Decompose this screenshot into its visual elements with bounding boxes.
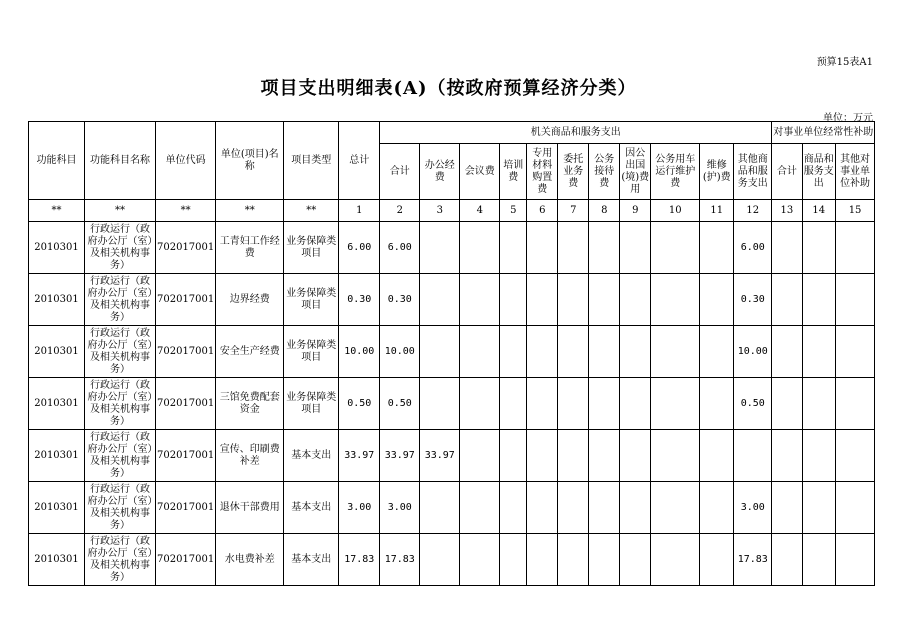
index-cell: 4 [460, 200, 500, 222]
index-cell: 12 [734, 200, 772, 222]
col-abroad: 因公出国(境)费用 [620, 144, 651, 200]
project-name-cell: 安全生产经费 [216, 326, 284, 378]
unit-code-cell: 702017001 [156, 378, 216, 430]
index-cell: 6 [527, 200, 558, 222]
index-cell: 2 [380, 200, 420, 222]
office-cell [420, 274, 460, 326]
index-cell: 13 [772, 200, 802, 222]
index-cell: 3 [420, 200, 460, 222]
index-cell: ** [156, 200, 216, 222]
col-subsidy-other: 其他对事业单位补助 [835, 144, 874, 200]
page-title: 项目支出明细表(A)（按政府预算经济分类） [260, 78, 637, 99]
col-reception: 公务接待费 [589, 144, 620, 200]
table-row [29, 378, 875, 430]
index-row [29, 200, 875, 222]
project-name-cell: 水电费补差 [216, 534, 284, 586]
unit-code-cell: 702017001 [156, 430, 216, 482]
col-project-name: 单位(项目)名称 [216, 122, 284, 200]
table-row [29, 534, 875, 586]
project-name-cell: 三馆免费配套资金 [216, 378, 284, 430]
project-type-cell: 基本支出 [284, 534, 339, 586]
budget-table [28, 121, 875, 586]
other-goods-cell: 17.83 [734, 534, 772, 586]
col-special-material: 专用材料购置费 [527, 144, 558, 200]
project-name-cell: 边界经费 [216, 274, 284, 326]
unit-code-cell: 702017001 [156, 326, 216, 378]
group-goods-services: 机关商品和服务支出 [380, 122, 772, 144]
col-office: 办公经费 [420, 144, 460, 200]
project-name-cell: 退休干部费用 [216, 482, 284, 534]
project-type-cell: 业务保障类项目 [284, 378, 339, 430]
index-cell: 1 [339, 200, 380, 222]
index-cell: 15 [835, 200, 874, 222]
office-cell: 33.97 [420, 430, 460, 482]
index-cell: ** [216, 200, 284, 222]
index-cell: ** [284, 200, 339, 222]
col-subsidy-total: 合计 [772, 144, 802, 200]
total-cell: 0.30 [339, 274, 380, 326]
index-cell: 11 [700, 200, 734, 222]
func-name-cell: 行政运行（政府办公厅（室）及相关机构事务） [85, 222, 156, 274]
project-type-cell: 业务保障类项目 [284, 326, 339, 378]
office-cell [420, 378, 460, 430]
unit-code-cell: 702017001 [156, 482, 216, 534]
col-total: 总计 [339, 122, 380, 200]
col-goods-total: 合计 [380, 144, 420, 200]
group-subsidy: 对事业单位经常性补助 [772, 122, 875, 144]
col-unit-code: 单位代码 [156, 122, 216, 200]
total-cell: 6.00 [339, 222, 380, 274]
func-name-cell: 行政运行（政府办公厅（室）及相关机构事务） [85, 534, 156, 586]
goods-total-cell: 0.50 [380, 378, 420, 430]
table-row [29, 482, 875, 534]
index-cell: ** [85, 200, 156, 222]
project-name-cell: 宣传、印刷费补差 [216, 430, 284, 482]
project-type-cell: 业务保障类项目 [284, 222, 339, 274]
table-row [29, 326, 875, 378]
func-code-cell: 2010301 [29, 378, 85, 430]
table-row [29, 222, 875, 274]
func-name-cell: 行政运行（政府办公厅（室）及相关机构事务） [85, 482, 156, 534]
other-goods-cell: 6.00 [734, 222, 772, 274]
index-cell: 14 [802, 200, 835, 222]
index-cell: 5 [500, 200, 527, 222]
func-name-cell: 行政运行（政府办公厅（室）及相关机构事务） [85, 378, 156, 430]
project-name-cell: 工青妇工作经费 [216, 222, 284, 274]
office-cell [420, 482, 460, 534]
col-meeting: 会议费 [460, 144, 500, 200]
col-project-type: 项目类型 [284, 122, 339, 200]
total-cell: 10.00 [339, 326, 380, 378]
table-code-label: 预算15表A1 [816, 57, 873, 68]
func-code-cell: 2010301 [29, 534, 85, 586]
index-cell: ** [29, 200, 85, 222]
table-row [29, 274, 875, 326]
func-code-cell: 2010301 [29, 326, 85, 378]
goods-total-cell: 3.00 [380, 482, 420, 534]
func-name-cell: 行政运行（政府办公厅（室）及相关机构事务） [85, 326, 156, 378]
col-subsidy-goods: 商品和服务支出 [802, 144, 835, 200]
unit-code-cell: 702017001 [156, 534, 216, 586]
goods-total-cell: 0.30 [380, 274, 420, 326]
project-type-cell: 基本支出 [284, 482, 339, 534]
other-goods-cell: 0.50 [734, 378, 772, 430]
total-cell: 0.50 [339, 378, 380, 430]
total-cell: 3.00 [339, 482, 380, 534]
col-training: 培训费 [500, 144, 527, 200]
project-type-cell: 业务保障类项目 [284, 274, 339, 326]
func-code-cell: 2010301 [29, 222, 85, 274]
goods-total-cell: 10.00 [380, 326, 420, 378]
func-code-cell: 2010301 [29, 482, 85, 534]
goods-total-cell: 33.97 [380, 430, 420, 482]
office-cell [420, 326, 460, 378]
other-goods-cell: 3.00 [734, 482, 772, 534]
header-row-1 [29, 122, 875, 144]
func-name-cell: 行政运行（政府办公厅（室）及相关机构事务） [85, 274, 156, 326]
index-cell: 8 [589, 200, 620, 222]
office-cell [420, 534, 460, 586]
project-type-cell: 基本支出 [284, 430, 339, 482]
unit-code-cell: 702017001 [156, 274, 216, 326]
unit-label: 单位：万元 [823, 113, 873, 124]
func-code-cell: 2010301 [29, 274, 85, 326]
col-repair: 维修(护)费 [700, 144, 734, 200]
total-cell: 33.97 [339, 430, 380, 482]
col-func-code: 功能科目 [29, 122, 85, 200]
goods-total-cell: 6.00 [380, 222, 420, 274]
table-row [29, 430, 875, 482]
col-other-goods: 其他商品和服务支出 [734, 144, 772, 200]
index-cell: 10 [651, 200, 700, 222]
col-commission: 委托业务费 [558, 144, 589, 200]
total-cell: 17.83 [339, 534, 380, 586]
office-cell [420, 222, 460, 274]
unit-code-cell: 702017001 [156, 222, 216, 274]
goods-total-cell: 17.83 [380, 534, 420, 586]
index-cell: 7 [558, 200, 589, 222]
other-goods-cell [734, 430, 772, 482]
index-cell: 9 [620, 200, 651, 222]
func-code-cell: 2010301 [29, 430, 85, 482]
other-goods-cell: 0.30 [734, 274, 772, 326]
func-name-cell: 行政运行（政府办公厅（室）及相关机构事务） [85, 430, 156, 482]
col-vehicle: 公务用车运行维护费 [651, 144, 700, 200]
col-func-name: 功能科目名称 [85, 122, 156, 200]
other-goods-cell: 10.00 [734, 326, 772, 378]
